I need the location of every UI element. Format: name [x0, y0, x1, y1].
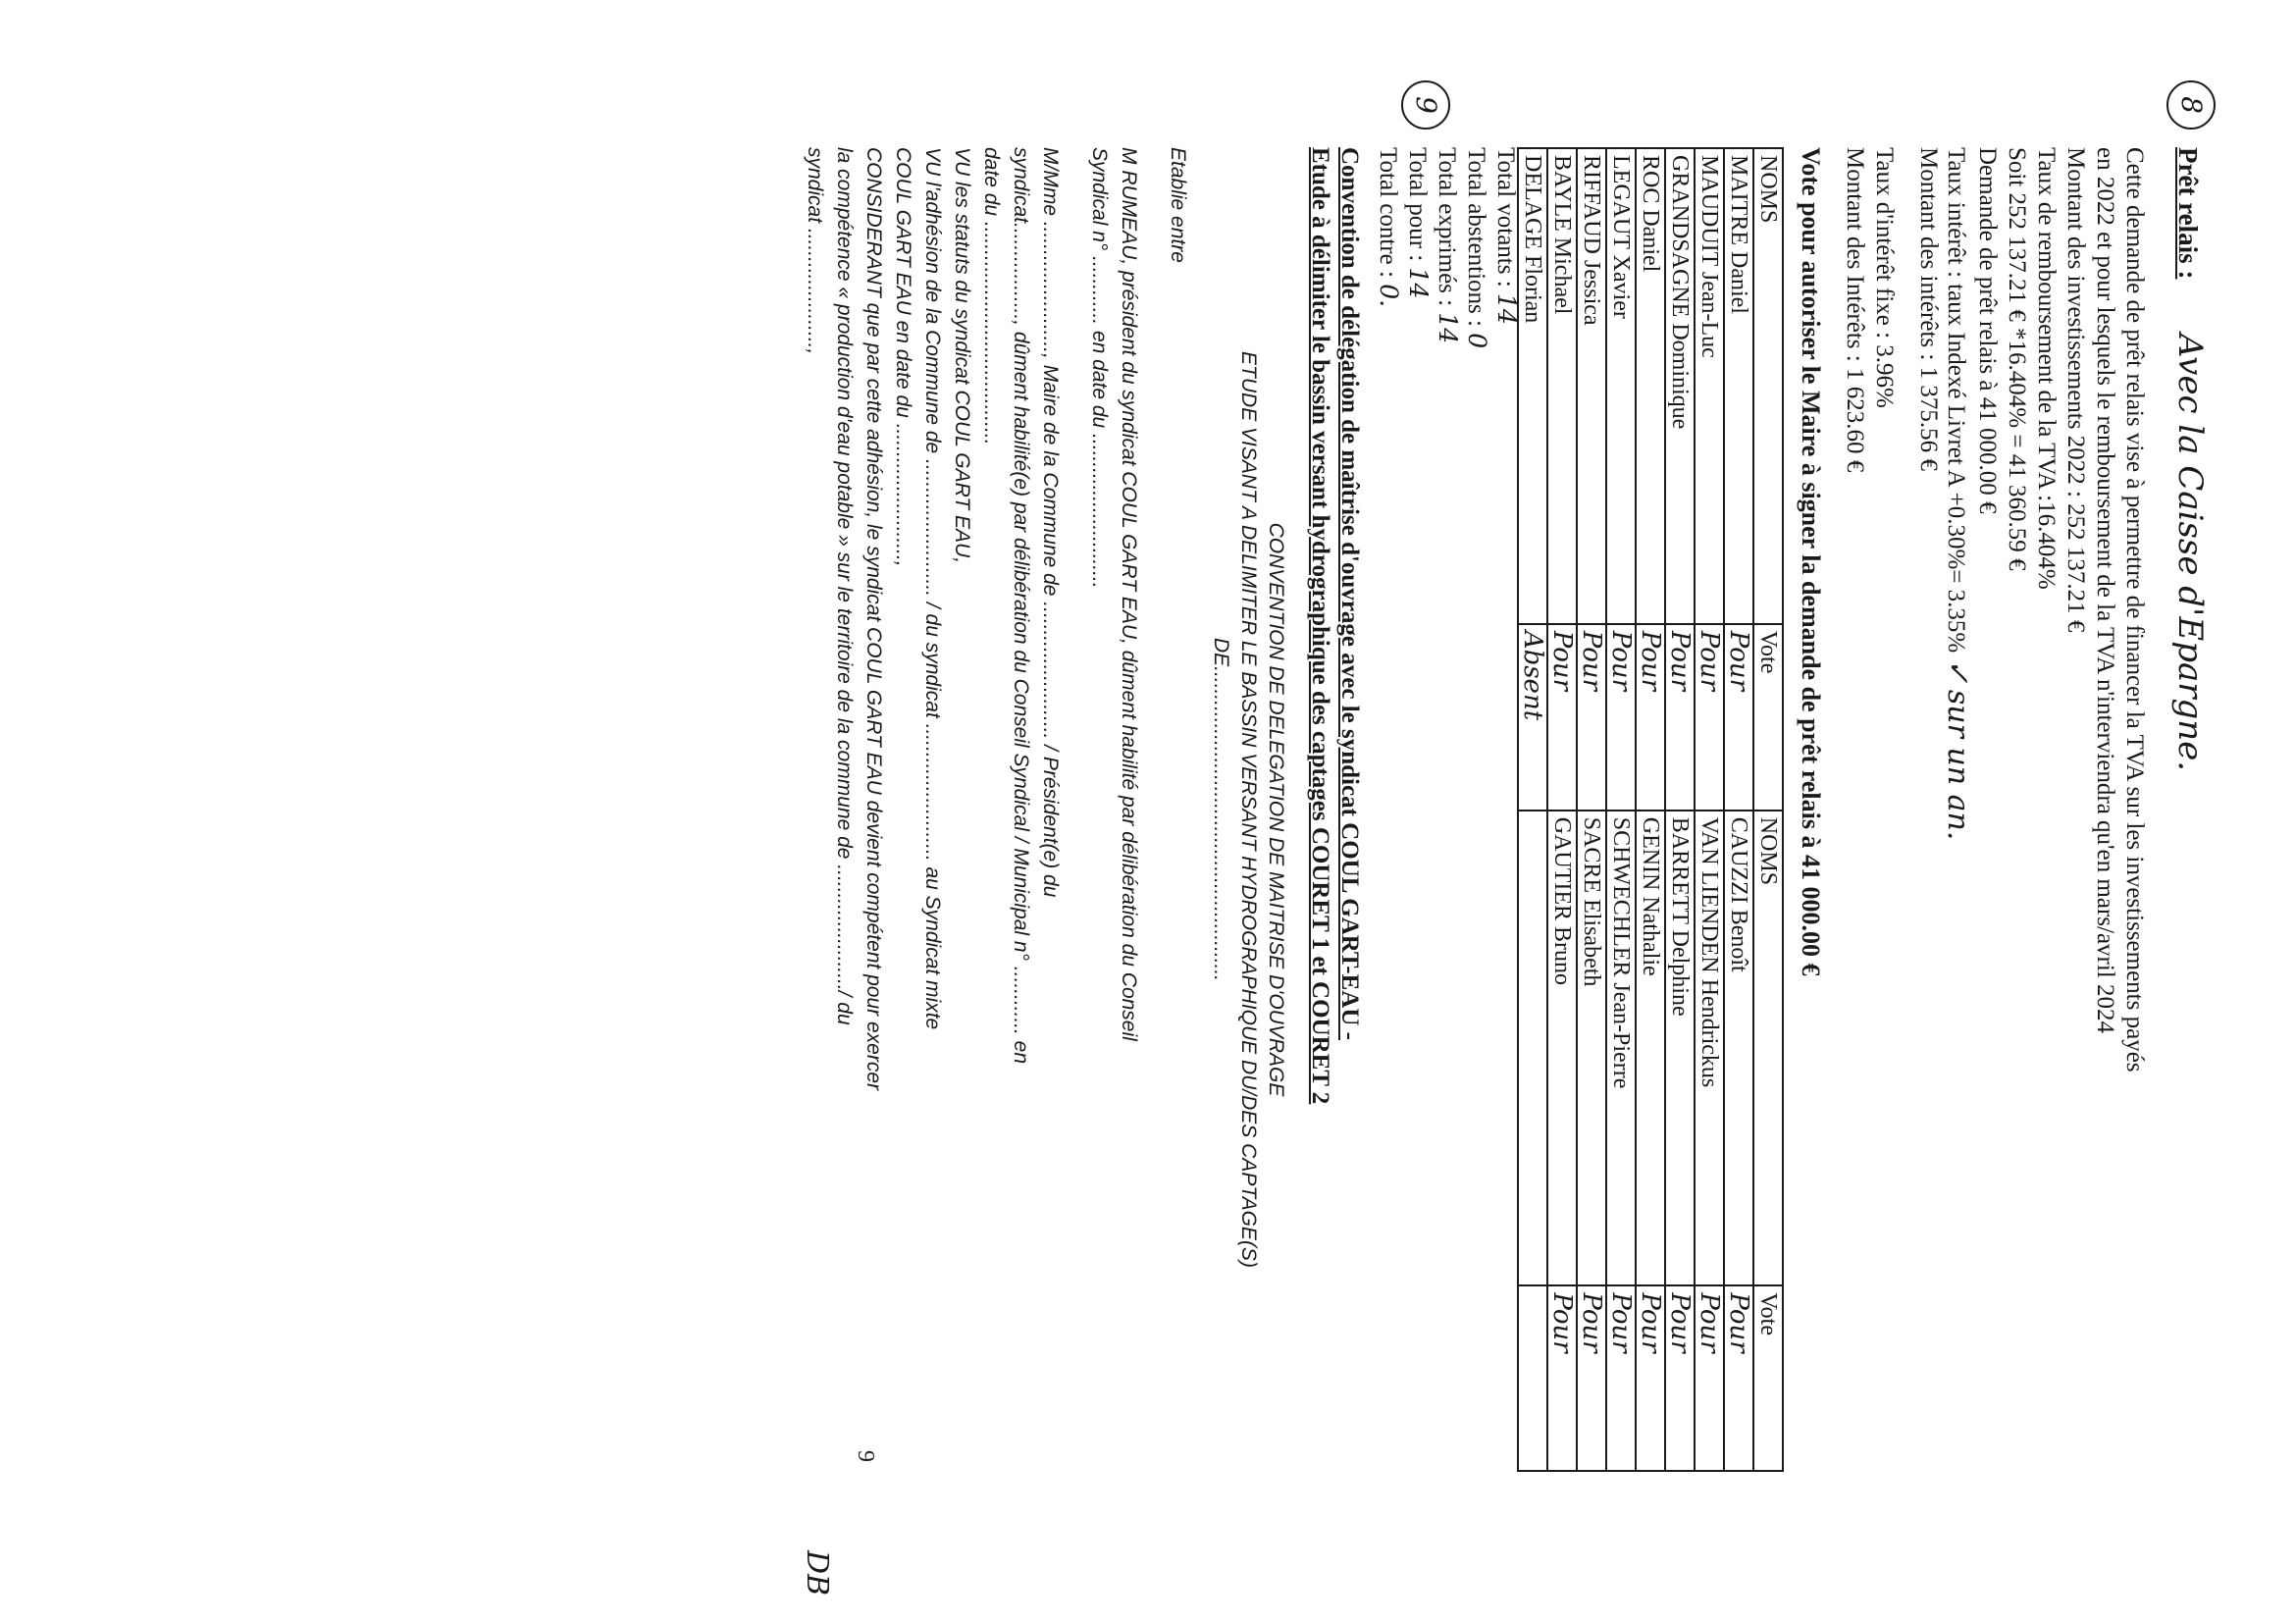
whereas-statutes: VU les statuts du syndicat COUL GART EAU,: [951, 147, 973, 564]
member-vote: Pour: [1695, 624, 1724, 811]
total-abstentions: [1461, 147, 1491, 348]
member-name: DELAGE Florian: [1518, 148, 1547, 624]
intro-line-2: en 2022 et pour lesquels le remboursement de la TVA n'interviendra qu'en mars/avril 2024: [2092, 147, 2118, 1034]
member-vote: Pour: [1695, 1285, 1724, 1471]
tva-rate: Taux de remboursement de la TVA :16.404%: [2033, 147, 2060, 590]
member-vote: Pour: [1606, 624, 1636, 811]
member-vote: Pour: [1724, 624, 1753, 811]
total-label: Total abstentions :: [1463, 147, 1489, 327]
section-8-number: 8: [2166, 80, 2216, 130]
header-names-2: NOMS: [1753, 811, 1783, 1286]
considering-2: la compétence « production d'eau potable » sur le territoire de la commune de ....................../ du: [833, 147, 856, 1025]
total-voters: [1490, 147, 1521, 325]
interest-rate: [1941, 147, 1975, 841]
party-2-line-2: syndicat................., dûment habilité(e) par délibération du Conseil Syndical / Municipal n° ............ en: [1010, 147, 1032, 1065]
member-name: MAITRE Daniel: [1724, 148, 1753, 624]
check-icon: ✓: [1941, 658, 1975, 684]
intro-line-1: Cette demande de prêt relais vise à permettre de financer la TVA sur les investissements payés: [2121, 147, 2148, 1073]
total-value: 14: [1434, 312, 1462, 344]
table-row: [1577, 148, 1606, 1471]
party-1-line-1: M RUMEAU, président du syndicat COUL GART EAU, dûment habilité par délibération du Conseil: [1118, 147, 1140, 1041]
member-vote: Pour: [1665, 1285, 1695, 1471]
section-9-title-1: Convention de délégation de maîtrise d'ouvrage avec le syndicat COUL GART-EAU -: [1336, 147, 1363, 1040]
member-name: LEGAUT Xavier: [1606, 148, 1636, 624]
member-vote: Pour: [1724, 1285, 1753, 1471]
established-between: Etablie entre: [1167, 147, 1189, 263]
member-name: SACRE Elisabeth: [1577, 811, 1606, 1286]
member-name: ROC Daniel: [1636, 148, 1665, 624]
tva-calculation: Soit 252 137.21 € *16.404% = 41 360.59 €: [2004, 147, 2030, 571]
handwritten-rate-note: sur un an.: [1941, 689, 1975, 841]
total-label: Total votants :: [1492, 147, 1519, 288]
member-vote: Absent: [1518, 624, 1547, 811]
header-names-1: NOMS: [1753, 148, 1783, 624]
considering-1: CONSIDERANT que par cette adhésion, le syndicat COUL GART EAU devient compétent pour exercer: [862, 147, 885, 1090]
fixed-interest: Montant des Intérêts : 1 623.60 €: [1842, 147, 1868, 473]
section-8-title: Prêt relais :: [2173, 147, 2203, 280]
header-vote-2: Vote: [1753, 1285, 1783, 1471]
member-name: CAUZZI Benoît: [1724, 811, 1753, 1286]
member-name: [1518, 811, 1547, 1286]
member-name: RIFFAUD Jessica: [1577, 148, 1606, 624]
whereas-membership-1: VU l'adhésion de la Commune de ........................ / du syndicat ........................ au Syndicat mixte: [921, 147, 944, 1030]
member-name: GENIN Nathalie: [1636, 811, 1665, 1286]
total-expressed: [1432, 147, 1462, 343]
member-vote: Pour: [1665, 624, 1695, 811]
party-2-line-3: date du .......................................: [980, 147, 1003, 445]
party-1-line-2: Syndical n° ............ en date du ...........................: [1088, 147, 1111, 589]
member-vote: Pour: [1606, 1285, 1636, 1471]
table-row: [1606, 148, 1636, 1471]
total-label: Total contre :: [1375, 147, 1401, 278]
member-vote: Pour: [1547, 624, 1577, 811]
header-vote-1: Vote: [1753, 624, 1783, 811]
member-vote: [1518, 1285, 1547, 1471]
loan-demand: Demande de prêt relais à 41 000.00 €: [1974, 147, 2001, 514]
member-vote: Pour: [1636, 1285, 1665, 1471]
table-row: [1665, 148, 1695, 1471]
total-value: 14: [1404, 267, 1433, 299]
table-row: [1724, 148, 1753, 1471]
page-number: 9: [853, 1450, 878, 1462]
whereas-membership-2: COUL GART EAU en date du ........................,: [892, 147, 914, 567]
member-vote: Pour: [1577, 1285, 1606, 1471]
total-label: Total pour :: [1404, 147, 1431, 262]
member-name: MAUDUIT Jean-Luc: [1695, 148, 1724, 624]
section-9-title-2: Etude à délimiter le bassin versant hydrographique des captages COURET 1 et COURET 2: [1307, 147, 1333, 1105]
table-header-row: [1753, 148, 1783, 1471]
member-name: BAYLE Michael: [1547, 148, 1577, 624]
member-name: VAN LIENDEN Hendrickus: [1695, 811, 1724, 1286]
total-value: 14: [1492, 292, 1521, 325]
table-row: [1547, 148, 1577, 1471]
total-against: [1373, 147, 1403, 307]
member-name: SCHWECHLER Jean-Pierre: [1606, 811, 1636, 1286]
considering-3: syndicat .....................,: [804, 147, 826, 355]
total-label: Total exprimés :: [1434, 147, 1460, 307]
fixed-rate: Taux d'intérêt fixe : 3.96%: [1871, 147, 1898, 408]
convention-title-2: ETUDE VISANT A DELIMITER LE BASSIN VERSANT HYDROGRAPHIQUE DU/DES CAPTAGE(S): [1237, 351, 1260, 1268]
vote-heading: Vote pour autoriser le Maire à signer la demande de prêt relais à 41 000.00 €: [1797, 147, 1825, 976]
section-9-number: 9: [1401, 80, 1450, 130]
total-for: [1402, 147, 1433, 298]
convention-title-3: DE.......................................................: [1210, 637, 1232, 982]
party-2-line-1: M/Mme ......................., Maire de la Commune de ........................ / Président(e) du: [1039, 147, 1062, 898]
member-name: GAUTIER Bruno: [1547, 811, 1577, 1286]
member-vote: Pour: [1636, 624, 1665, 811]
handwritten-initials: DB: [800, 1550, 834, 1597]
vote-table: [1517, 147, 1784, 1472]
table-row: [1518, 148, 1547, 1471]
member-vote: Pour: [1577, 624, 1606, 811]
interest-rate-text: Taux intérêt : taux Indexé Livret A +0.30%= 3.35%: [1943, 147, 1969, 654]
total-value: 0: [1463, 333, 1491, 349]
total-value: 0.: [1375, 284, 1403, 308]
interest-amount: Montant des intérêts : 1 375.56 €: [1915, 147, 1942, 471]
member-name: BARRETT Delphine: [1665, 811, 1695, 1286]
handwritten-note-lender: Avec la Caisse d'Epargne.: [2170, 334, 2210, 772]
table-row: [1636, 148, 1665, 1471]
member-name: GRANDSAGNE Dominique: [1665, 148, 1695, 624]
member-vote: Pour: [1547, 1285, 1577, 1471]
investments-amount: Montant des investissements 2022 : 252 137.21 €: [2062, 147, 2089, 633]
table-row: [1695, 148, 1724, 1471]
convention-title-1: CONVENTION DE DELEGATION DE MAITRISE D'OUVRAGE: [1265, 522, 1287, 1097]
